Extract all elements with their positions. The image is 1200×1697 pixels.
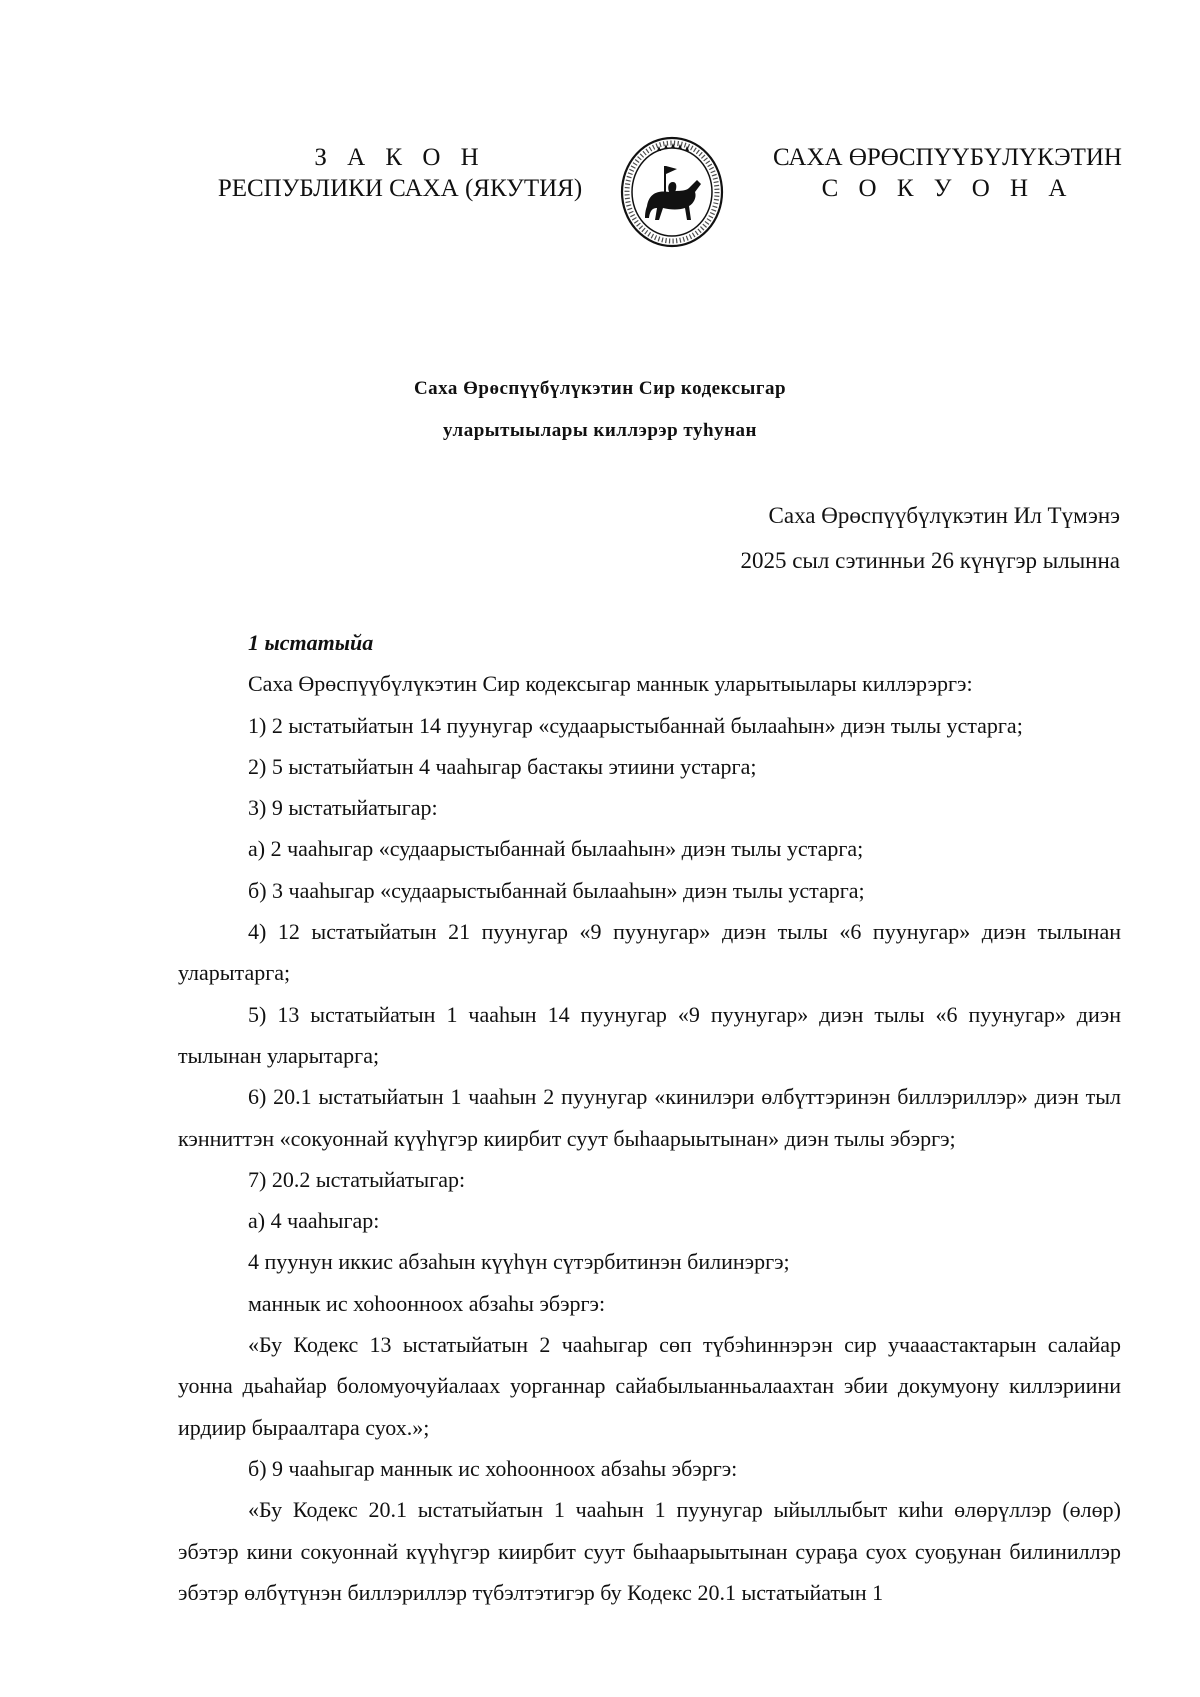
body-paragraph: «Бу Кодекс 13 ыстатыйатын 2 чааһыгар сөп түбэһиннэрэн сир учааастактарын салайар уонна дьаһайар боломуочуйалаах уорганнар сайабылыанньалаахтан эбии докумуону киллэриини ирдиир быраалтара суох.»; — [178, 1332, 1121, 1440]
body-paragraph: а) 4 чааһыгар: — [248, 1208, 380, 1234]
body-paragraph: 4 пуунун иккис абзаһын күүһүн сүтэрбитинэн билинэргэ; — [248, 1249, 790, 1275]
republic-emblem-icon — [617, 132, 727, 252]
body-paragraph: 6) 20.1 ыстатыйатын 1 чааһын 2 пуунугар «кинилэри өлбүттэринэн биллэриллэр» диэн тыл кэнниттэн «сокуоннай күүһүгэр киирбит суут быһаарыытынан» диэн тылы эбэргэ; — [178, 1084, 1121, 1151]
body-paragraph: «Бу Кодекс 20.1 ыстатыйатын 1 чааһын 1 пуунугар ыйыллыбыт киһи өлөрүллэр (өлөр) эбэтэр кини сокуоннай күүһүгэр киирбит суут быһаарыытынан сураҕа суох суоҕунан билиниллэр эбэтэр өлбүтүнэн биллэриллэр түбэлтэтигэр бу Кодекс 20.1 ыстатыйатын 1 — [178, 1497, 1121, 1605]
body-paragraph: 2) 5 ыстатыйатын 4 чааһыгар бастакы этиини устарга; — [248, 753, 757, 779]
header-right — [770, 142, 1125, 204]
body-paragraph: б) 9 чааһыгар маннык ис хоһоонноох абзаһы эбэргэ: — [248, 1455, 738, 1481]
body-paragraph: 4) 12 ыстатыйатын 21 пуунугар «9 пуунугар» диэн тылы «6 пуунугар» диэн тылынан уларытарга; — [178, 919, 1121, 986]
body-paragraph: 5) 13 ыстатыйатын 1 чааһын 14 пуунугар «9 пуунугар» диэн тылы «6 пуунугар» диэн тылынан уларытарга; — [178, 1001, 1121, 1068]
document-title-line1: Саха Өрөспүүбүлүкэтин Сир кодексыгар — [413, 378, 787, 399]
body-paragraph: маннык ис хоһоонноох абзаһы эбэргэ: — [248, 1290, 606, 1316]
header-left-line1: З А К О Н — [314, 144, 486, 171]
header-left-line2: РЕСПУБЛИКИ САХА (ЯКУТИЯ) — [217, 175, 583, 202]
body-paragraph: 7) 20.2 ыстатыйатыгар: — [248, 1166, 466, 1192]
body-paragraph: Саха Өрөспүүбүлүкэтин Сир кодексыгар маннык уларытыылары киллэрэргэ: — [248, 671, 973, 697]
header-right-line2: С О К У О Н А — [821, 175, 1074, 202]
adoption-date: 2025 сыл сэтинньи 26 күнүгэр ылынна — [740, 548, 1120, 573]
document-body — [178, 622, 1121, 1613]
body-paragraph: 1) 2 ыстатыйатын 14 пуунугар «судаарыстыбаннай былааһын» диэн тылы устарга; — [248, 712, 1023, 738]
header-left — [205, 142, 595, 204]
body-paragraph: 3) 9 ыстатыйатыгар: — [248, 795, 438, 821]
document-title-line2: уларытыылары киллэрэр туһунан — [443, 420, 757, 441]
header-right-line1: САХА ӨРӨСПҮҮБҮЛҮКЭТИН — [773, 144, 1122, 171]
adoption-body: Саха Өрөспүүбүлүкэтин Ил Түмэнэ — [768, 503, 1120, 528]
body-paragraph: а) 2 чааһыгар «судаарыстыбаннай былааһын» диэн тылы устарга; — [248, 836, 864, 862]
article-heading: 1 ыстатыйа — [248, 630, 374, 655]
body-paragraph: б) 3 чааһыгар «судаарыстыбаннай былааһын» диэн тылы устарга; — [248, 877, 865, 903]
